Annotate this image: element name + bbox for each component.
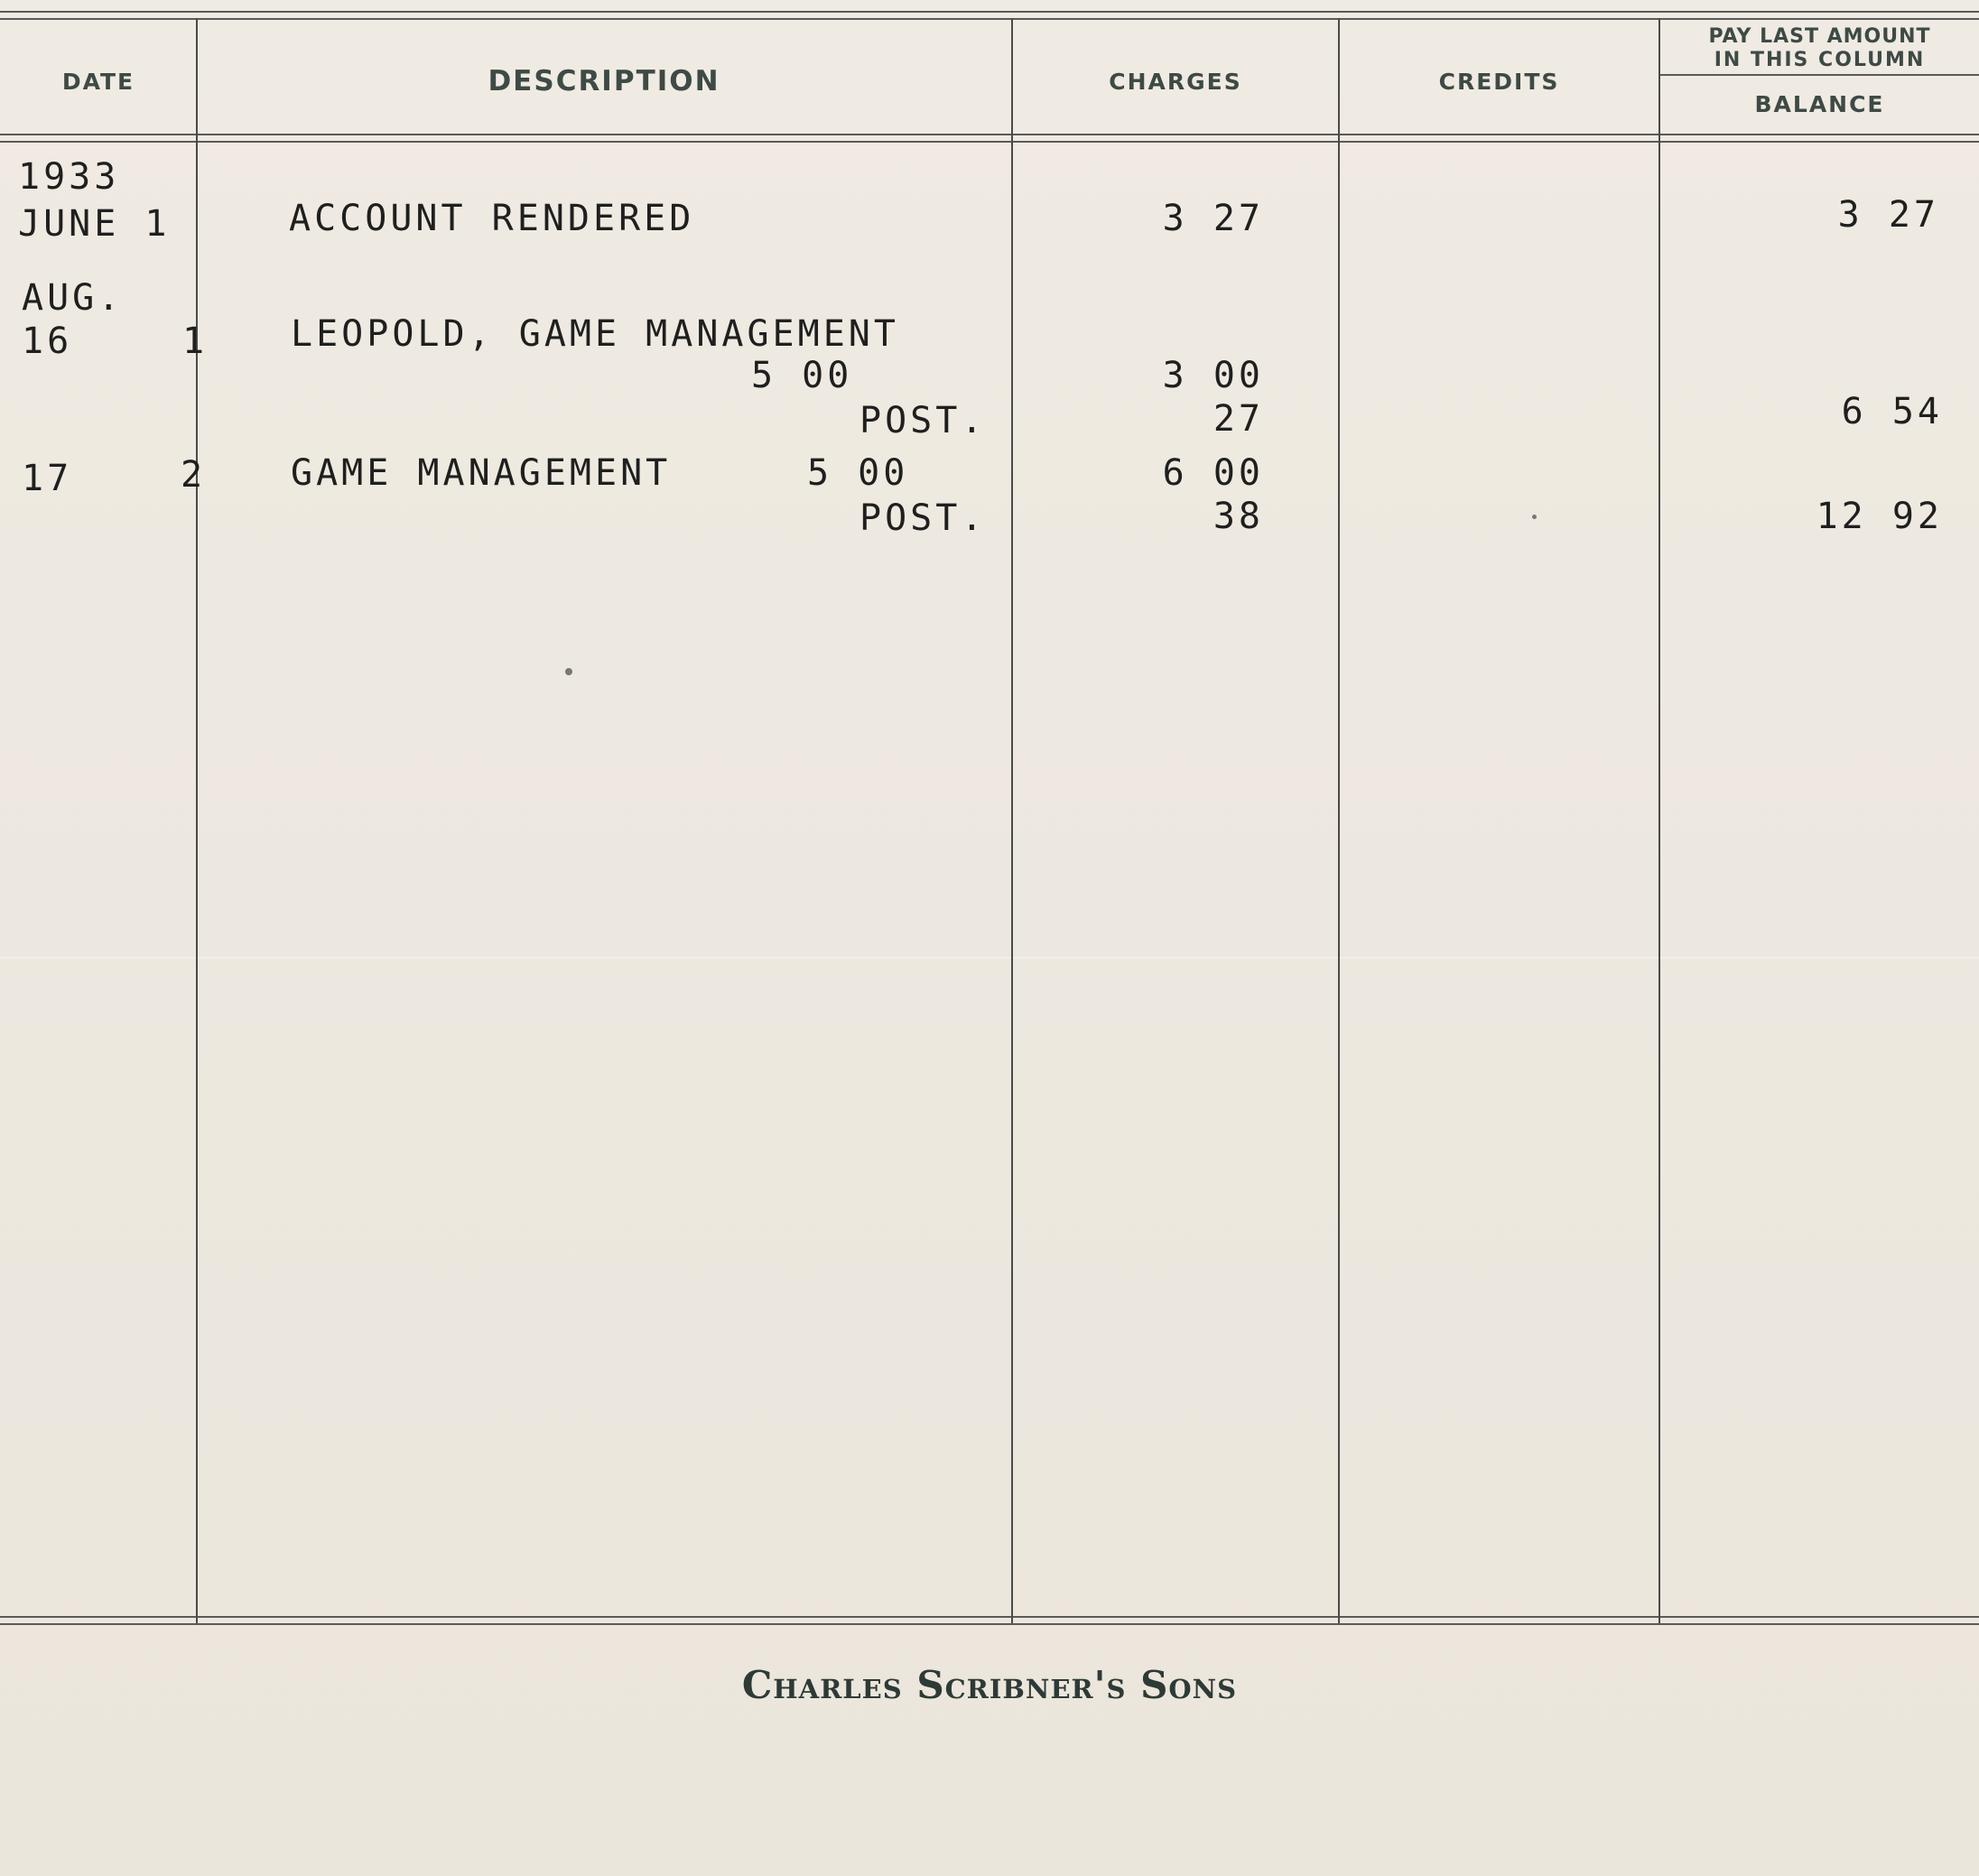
column-divider-date (196, 18, 198, 1623)
row3-day: 17 (22, 458, 73, 499)
header-balance: BALANCE (1754, 91, 1885, 117)
row2-charge: 3 00 (1162, 355, 1264, 396)
row3-description: GAME MANAGEMENT (291, 452, 672, 494)
top-rule-inner (0, 18, 1979, 20)
row2-postage: 27 (1212, 398, 1264, 440)
row2-postage-label: POST. (859, 400, 987, 441)
row2-month: AUG. (22, 277, 124, 319)
row3-ref: 2 (181, 454, 207, 496)
row2-ref: 1 (182, 320, 209, 362)
header-pay-note-line2: IN THIS COLUMN (1714, 49, 1926, 71)
company-imprint: Charles Scribner's Sons (741, 1663, 1238, 1707)
row2-day: 16 (22, 320, 73, 362)
column-divider-description (1011, 18, 1013, 1623)
row3-postage: 38 (1212, 496, 1264, 537)
column-divider-charges (1338, 18, 1340, 1623)
ink-speck (1532, 515, 1537, 519)
column-divider-credits (1658, 18, 1660, 1623)
row2-description: LEOPOLD, GAME MANAGEMENT (291, 313, 899, 355)
row2-list-price: 5 00 (751, 355, 853, 396)
row3-charge: 6 00 (1162, 452, 1264, 494)
row1-description: ACCOUNT RENDERED (289, 198, 695, 239)
ink-speck (565, 668, 572, 675)
top-rule (0, 11, 1979, 13)
bottom-rule-inner (0, 1623, 1979, 1625)
row3-list-price: 5 00 (807, 452, 909, 494)
paper-fold (0, 955, 1979, 961)
row3-balance: 12 92 (1816, 496, 1943, 537)
row2-balance: 6 54 (1841, 391, 1943, 432)
row1-date: JUNE 1 (18, 203, 171, 245)
header-charges: CHARGES (1109, 69, 1242, 95)
row1-balance: 3 27 (1837, 194, 1939, 236)
row3-postage-label: POST. (859, 497, 987, 539)
header-pay-note-line1: PAY LAST AMOUNT (1708, 25, 1931, 48)
header-rule-inner (0, 141, 1979, 143)
entry-year: 1933 (18, 156, 120, 198)
header-description: DESCRIPTION (488, 65, 720, 98)
header-rule (0, 134, 1979, 135)
header-date: DATE (61, 69, 135, 95)
row1-charge: 3 27 (1162, 198, 1264, 239)
balance-header-divider (1659, 74, 1979, 76)
bottom-rule (0, 1616, 1979, 1618)
header-credits: CREDITS (1438, 69, 1560, 95)
